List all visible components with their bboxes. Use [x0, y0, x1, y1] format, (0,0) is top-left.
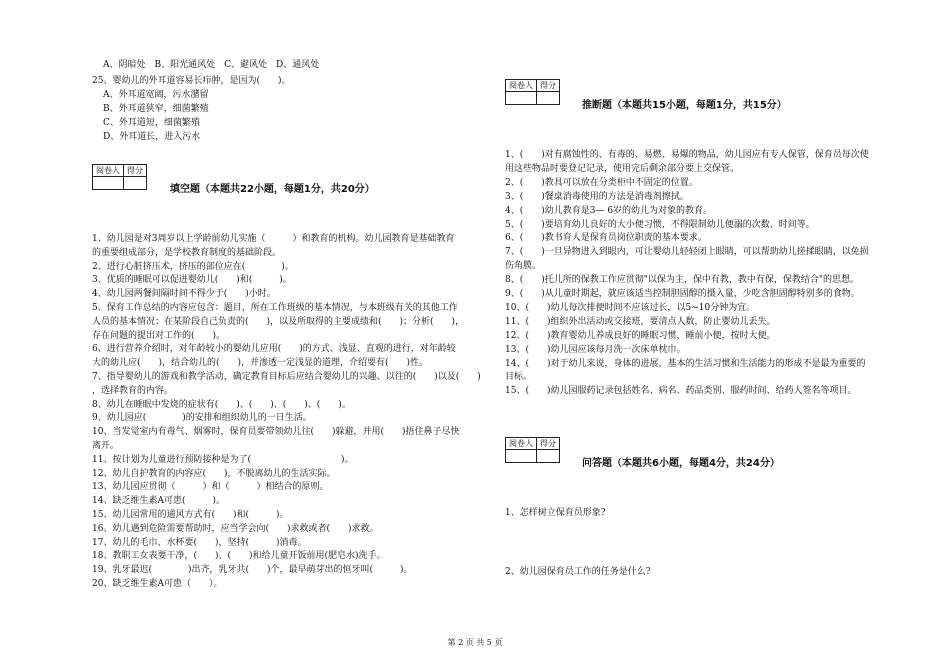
question-line: 用这些物品时要登记记录，使用完后剩余部分要上交保管。 — [505, 163, 740, 174]
question-line: 18、教职工女表要干净，( )、( )和给儿童开饭前用(肥皂水)洗手。 — [92, 551, 386, 562]
question-line: ，选择教育的内容。 — [92, 385, 174, 396]
question-line: 14、( )对于幼儿来说，身体的进展，基本的生活习惯和生活能力的形成不是最为重要的 — [505, 358, 866, 369]
question-line: 4、幼儿园两餐间隔时间不得少于( )小时。 — [92, 289, 276, 300]
question-line: 10、当发觉室内有毒气、烟雾时，保育员要带领幼儿往( )躲避，并用( )捂住鼻子尽快 — [92, 427, 460, 438]
grader-label: 阅卷人 — [506, 438, 537, 450]
question-line: 10、( )幼儿每次排便时间不应该过长，以5~10分钟为宜。 — [505, 302, 756, 313]
question-line: 8、( )托儿所的保教工作应贯彻"以保为主，保中有教，教中有保，保教结合"的思想。 — [505, 275, 860, 286]
q25-stem: 25、婴幼儿的外耳道容易长疖肿，是因为( )。 — [92, 76, 291, 86]
page-footer: 第 2 页 共 5 页 — [447, 638, 503, 647]
question-line: 2、进行心脏挤压术，挤压的部位应在( )。 — [92, 261, 294, 272]
question-line: 15、幼儿园常用的通风方式有( )和( )。 — [92, 510, 289, 520]
question-line: 1、幼儿园是对3周岁以上学龄前幼儿实施（ ）和教育的机构。幼儿园教育是基础教育 — [92, 234, 455, 244]
question-line: 7、指导婴幼儿的游戏和教学活动，确定教育目标后应结合婴幼儿的兴趣、以往的( )以及( ) — [92, 372, 481, 382]
score-box-fill — [92, 164, 147, 190]
question-line: 9、幼儿园应( )的安排和组织幼儿的一日生活。 — [92, 413, 312, 424]
question-line: 6、进行营养介绍时，对年龄较小的婴幼儿应用( )的方式、浅显、直观的进行，对年龄较 — [92, 344, 456, 355]
question-line: 目标。 — [505, 372, 533, 383]
grader-label: 阅卷人 — [506, 80, 537, 92]
question-line: 12、幼儿自护教育的内容应( )，不脱离幼儿的生活实际。 — [92, 468, 336, 479]
score-label: 得分 — [537, 438, 560, 450]
score-box-qa — [505, 437, 560, 463]
grader-cell — [506, 450, 537, 463]
question-line: 5、( )要培育幼儿良好的大小便习惯，不得限制幼儿便溺的次数、时间等。 — [505, 219, 815, 230]
question-line: 4、( )幼儿教育是3— 6岁的幼儿为对象的教育。 — [505, 205, 713, 216]
question-line: 伤角膜。 — [505, 261, 542, 272]
question-line: 11、( )组织外出活动或交接班，要清点人数，防止婴幼儿丢失。 — [505, 316, 776, 327]
question-line: 12、( )教育婴幼儿养成良好的睡眠习惯，睡前小便，按时大便。 — [505, 330, 776, 341]
score-cell — [537, 450, 560, 463]
question-line: 3、优质的睡眠可以促进婴幼儿( )和( )。 — [92, 275, 292, 286]
fill-section-title: 填空题（本题共22小题，每题1分，共20分） — [170, 184, 375, 195]
q25-option-d: D、外耳道长，进入污水 — [103, 132, 201, 142]
score-label: 得分 — [124, 165, 147, 177]
question-line: 5、保育工作总结的内容应包含：题目，所在工作班级的基本情况，与本班级有关的其他工作 — [92, 303, 458, 313]
question-line: 15、( )幼儿园服药记录包括姓名、病名、药品类别、服药时间、给药人签名等项目。 — [505, 386, 857, 397]
question-line: 的重要组成部分，是学校教育制度的基础阶段。 — [92, 247, 282, 258]
question-line: 8、幼儿在睡眠中发烧的症状有( )、( )、( )、( )。 — [92, 399, 351, 410]
question-line: 离开。 — [92, 441, 120, 451]
question-line: 16、幼儿遇到危险需要帮助时，应当学会向( )求救或者( )求救。 — [92, 523, 379, 534]
q25-option-b: B、外耳道狭窄，细菌繁殖 — [103, 104, 209, 114]
judge-section-title: 推断题（本题共15小题，每题1分，共15分） — [582, 100, 787, 111]
question-line: 13、幼儿园应贯彻（ ）和（ ）相结合的原则。 — [92, 482, 329, 493]
grader-cell — [93, 177, 124, 190]
q24-options: A、阴暗处 B、阳光通风处 C、避风处 D、通风处 — [103, 60, 320, 70]
question-line: 13、( )幼儿园应该每月洗一次床单枕巾。 — [505, 344, 686, 355]
question-line: 人员的基本情况；在某阶段自己负责的( )，以及所取得的主要成绩和( )；分析( )， — [92, 316, 465, 327]
score-cell — [537, 92, 560, 105]
question-line: 大的幼儿应( )，结合幼儿的( )，并渗透一定浅显的道理，介绍要有( )性。 — [92, 358, 429, 369]
question-line: 1、( )对有腐蚀性的、有毒的、易燃、易爆的物品，幼儿园应有专人保管，保育员每次使 — [505, 150, 869, 160]
grader-label: 阅卷人 — [93, 165, 124, 177]
q25-option-c: C、外耳道短，细菌繁殖 — [103, 118, 200, 128]
grader-cell — [506, 92, 537, 105]
question-line: 9、( )从儿童时期起，就应该适当控制胆固醇的摄入量，少吃含胆固醇特别多的食物。 — [505, 289, 860, 299]
question-line: 存在问题的提出对工作的( )。 — [92, 330, 226, 341]
question-line: 14、缺乏维生素A可患( )。 — [92, 496, 225, 507]
score-box-judge — [505, 79, 560, 105]
question-line: 3、( )餐桌消毒使用的方法是消毒剂擦拭。 — [505, 191, 689, 202]
qa-question-2: 2、幼儿园保育员工作的任务是什么? — [505, 567, 651, 577]
question-line: 6、( )教书育人是保育员岗位职责的基本要求。 — [505, 233, 707, 244]
question-line: 20、缺乏维生素A可患（ ）。 — [92, 579, 223, 589]
score-cell — [124, 177, 147, 190]
question-line: 19、乳牙最迟( )出齐，乳牙共( )个，最早萌芽出的恒牙叫( )。 — [92, 565, 413, 576]
question-line: 2、( )教具可以放在分类柜中不固定的位置。 — [505, 177, 698, 188]
question-line: 11、按计划为儿童进行预防接种是为了( )。 — [92, 454, 354, 465]
qa-question-1: 1、怎样树立保育员形象? — [505, 508, 606, 518]
question-line: 17、幼儿的毛巾、水杯要( )，坚持( )消毒。 — [92, 537, 307, 548]
qa-section-title: 问答题（本题共6小题，每题4分，共24分） — [582, 458, 780, 469]
question-line: 7、( )一旦异物进入到眼内，可让婴幼儿轻轻闭上眼睛，可以帮助幼儿搓揉眼睛，以免损 — [505, 247, 869, 258]
q25-option-a: A、外耳道宽阔，污水潴留 — [103, 90, 209, 100]
score-label: 得分 — [537, 80, 560, 92]
